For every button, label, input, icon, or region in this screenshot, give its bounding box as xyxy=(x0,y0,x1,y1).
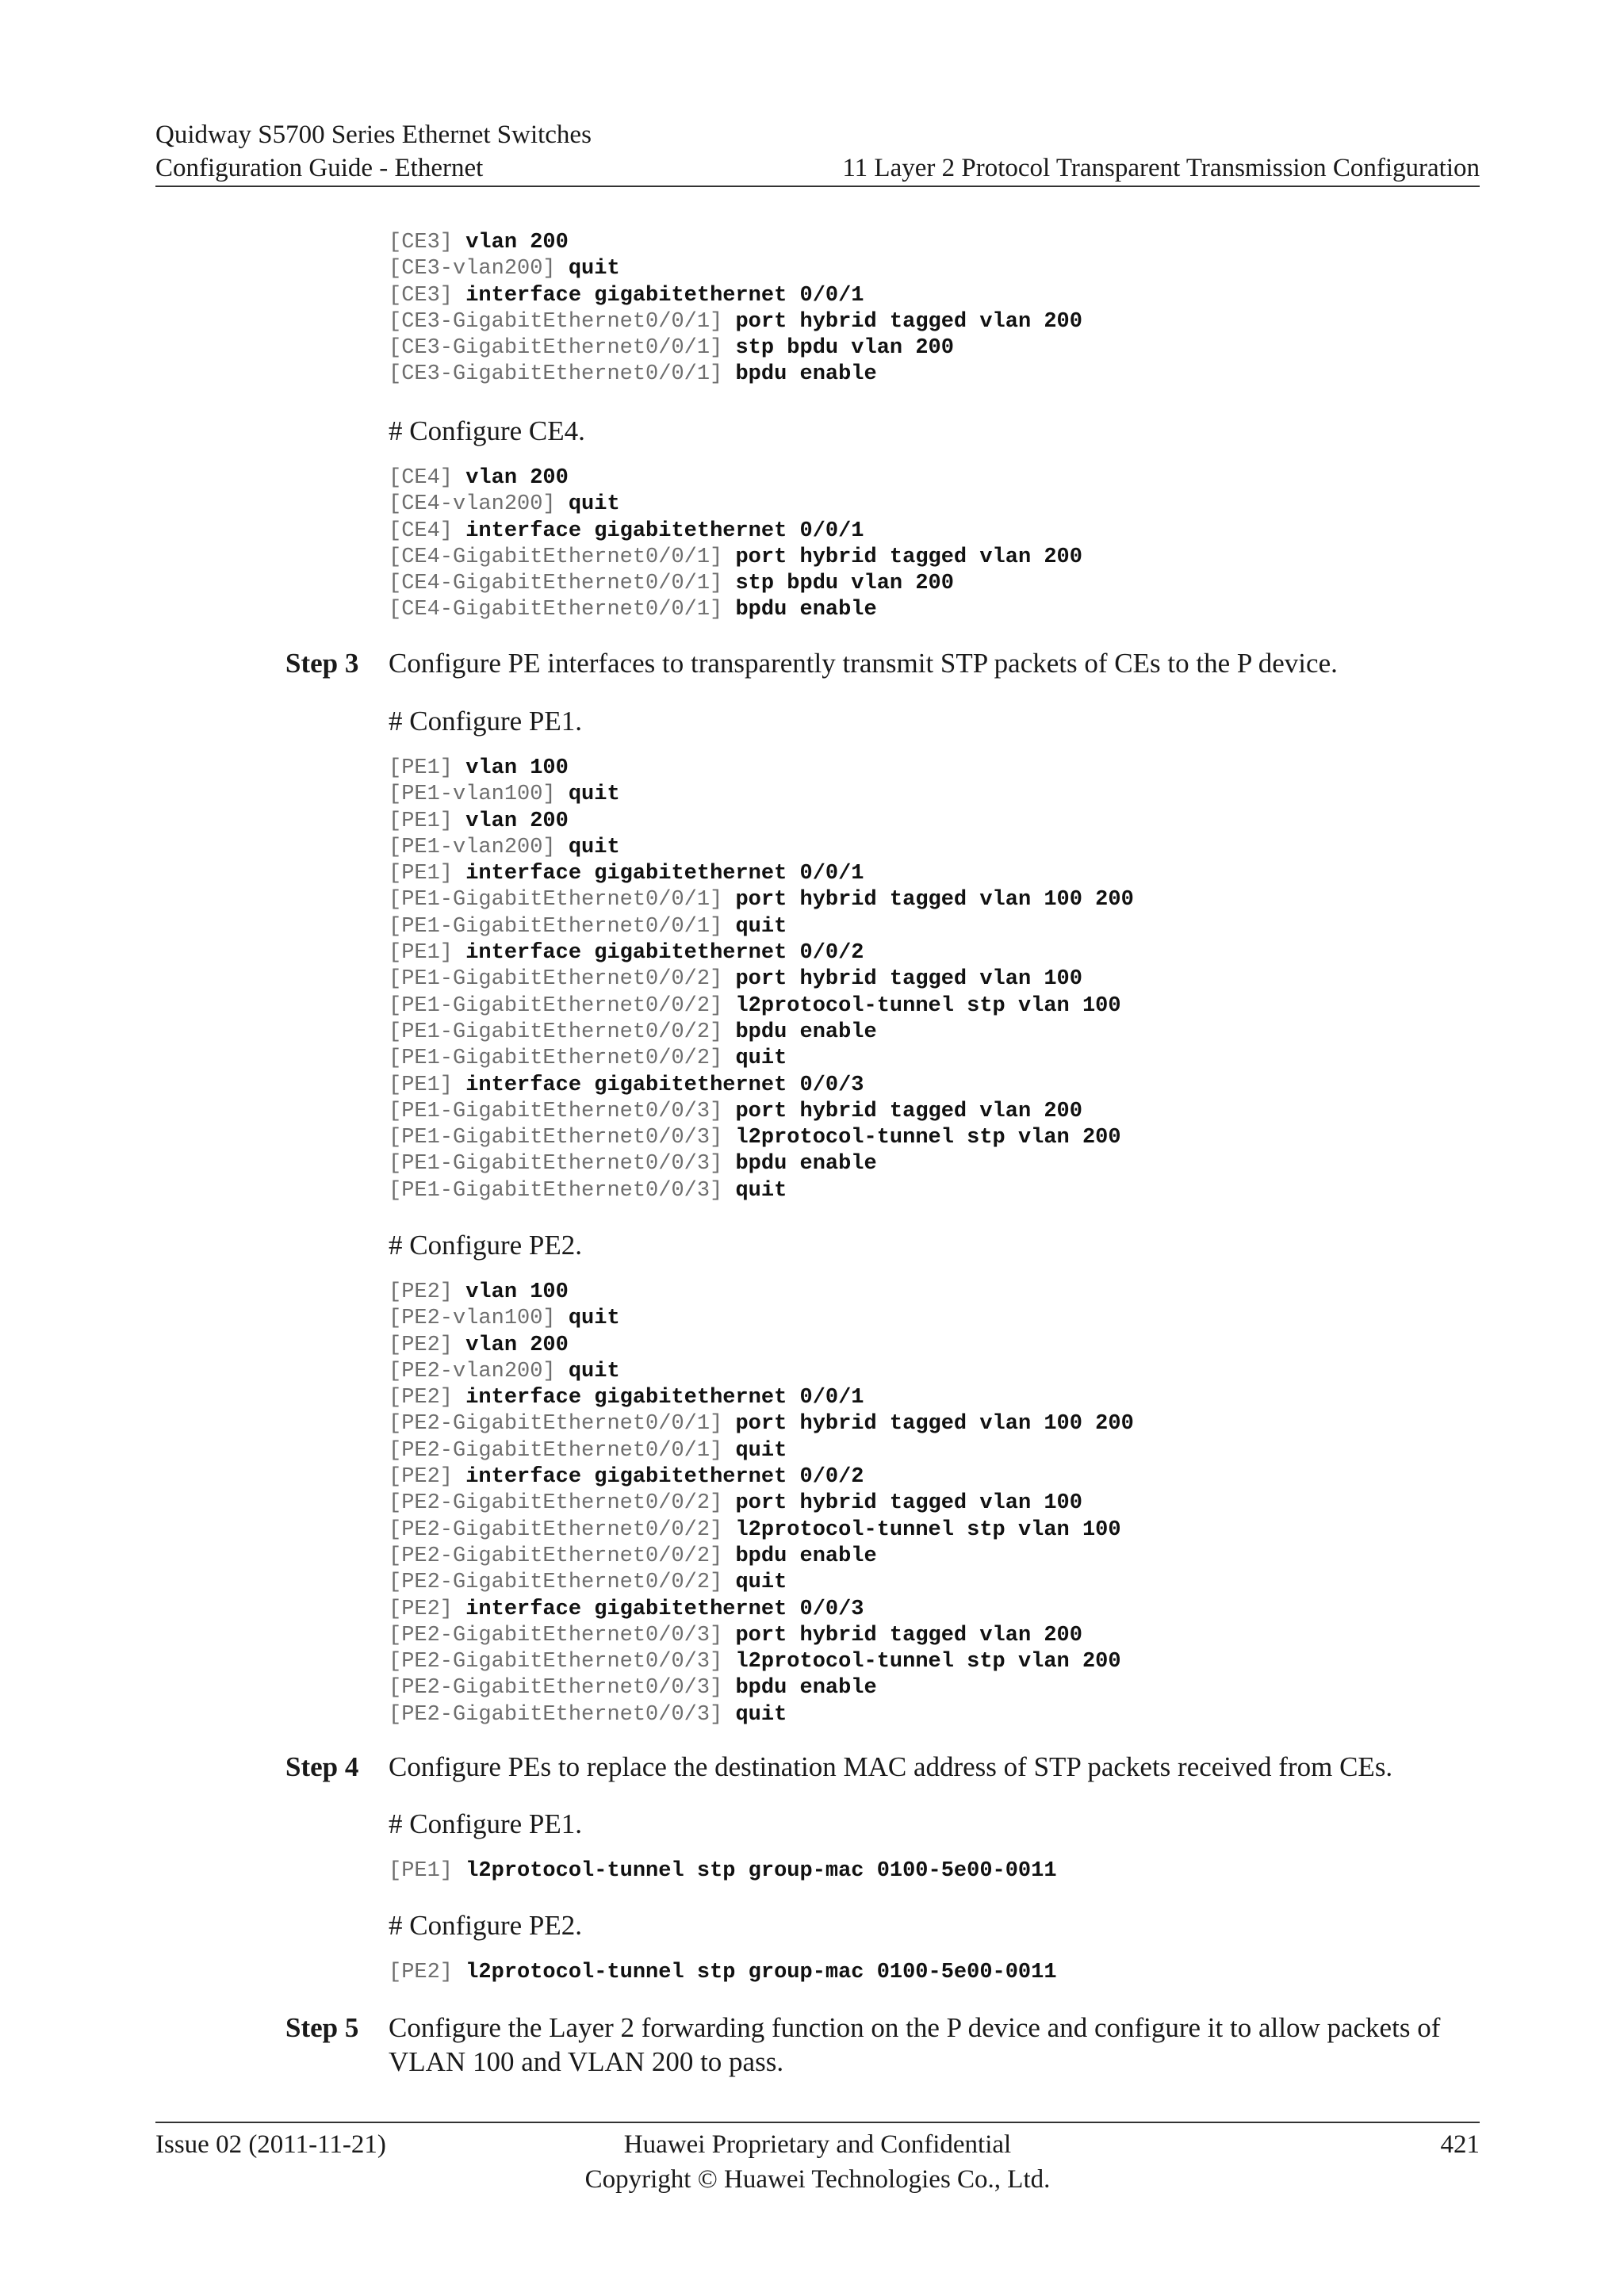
cli-prompt: [PE1-GigabitEthernet0/0/3] xyxy=(389,1178,736,1203)
code-line xyxy=(389,1385,1134,1411)
code-line xyxy=(389,835,1134,861)
configure-ce4-note: # Configure CE4. xyxy=(389,415,585,446)
step-5-text: Configure the Layer 2 forwarding function on the P device and configure it to allow packets of VLAN 100 and VLAN 200 to pass. xyxy=(389,2012,1441,2077)
code-line xyxy=(389,1073,1134,1099)
cli-prompt: [PE1] xyxy=(389,862,466,886)
cli-prompt: [PE2-vlan100] xyxy=(389,1307,569,1331)
code-line xyxy=(389,1333,1134,1359)
header-chapter-title: 11 Layer 2 Protocol Transparent Transmission Configuration xyxy=(842,154,1480,182)
cli-command: quit xyxy=(568,1307,620,1331)
page-header xyxy=(155,119,1480,187)
cli-prompt: [PE2] xyxy=(389,1280,466,1304)
cli-command: quit xyxy=(735,1438,787,1463)
cli-prompt: [CE4-GigabitEthernet0/0/1] xyxy=(389,545,736,569)
cli-command: l2protocol-tunnel stp vlan 200 xyxy=(735,1126,1121,1150)
page-footer xyxy=(155,2122,1480,2202)
pe1-group-mac-code xyxy=(389,1858,1057,1885)
code-line xyxy=(389,914,1134,940)
cli-command: port hybrid tagged vlan 100 xyxy=(735,967,1082,992)
cli-prompt: [PE2] xyxy=(389,1465,466,1490)
cli-prompt: [PE2] xyxy=(389,1333,466,1357)
cli-command: l2protocol-tunnel stp vlan 200 xyxy=(735,1650,1121,1674)
code-line xyxy=(389,309,1082,335)
cli-command: port hybrid tagged vlan 200 xyxy=(735,309,1082,334)
code-line xyxy=(389,492,1082,518)
cli-prompt: [PE2-GigabitEthernet0/0/1] xyxy=(389,1412,736,1437)
cli-command: bpdu enable xyxy=(735,1544,877,1568)
cli-command: interface gigabitethernet 0/0/1 xyxy=(465,862,864,886)
cli-command: interface gigabitethernet 0/0/1 xyxy=(465,283,864,308)
step-3-text: Configure PE interfaces to transparently transmit STP packets of CEs to the P device. xyxy=(389,648,1338,679)
cli-prompt: [PE1-GigabitEthernet0/0/3] xyxy=(389,1126,736,1150)
cli-prompt: [CE3-GigabitEthernet0/0/1] xyxy=(389,309,736,334)
code-line xyxy=(389,597,1082,623)
cli-command: l2protocol-tunnel stp vlan 100 xyxy=(735,1517,1121,1542)
cli-command: port hybrid tagged vlan 100 200 xyxy=(735,1412,1134,1437)
cli-command: port hybrid tagged vlan 100 xyxy=(735,1491,1082,1516)
code-line xyxy=(389,1020,1134,1046)
cli-command: l2protocol-tunnel stp group-mac 0100-5e00-0011 xyxy=(465,1961,1057,1984)
code-line xyxy=(389,230,1082,256)
configure-pe1-note: # Configure PE1. xyxy=(389,706,583,737)
code-line xyxy=(389,809,1134,835)
code-line xyxy=(389,362,1082,388)
footer-proprietary-notice: Huawei Proprietary and Confidential xyxy=(623,2130,1012,2159)
cli-prompt: [PE2] xyxy=(389,1961,466,1984)
pe2-code-block xyxy=(389,1280,1134,1728)
cli-command: port hybrid tagged vlan 200 xyxy=(735,1623,1082,1647)
cli-command: bpdu enable xyxy=(735,1020,877,1044)
cli-prompt: [CE4] xyxy=(389,466,466,490)
cli-prompt: [PE2-GigabitEthernet0/0/2] xyxy=(389,1571,736,1595)
cli-prompt: [PE1-vlan100] xyxy=(389,783,569,807)
code-line xyxy=(389,1046,1134,1072)
cli-prompt: [CE4] xyxy=(389,519,466,543)
code-line xyxy=(389,571,1082,597)
code-line xyxy=(389,966,1134,993)
code-line xyxy=(389,545,1082,571)
cli-prompt: [CE4-GigabitEthernet0/0/1] xyxy=(389,572,736,596)
cli-command: quit xyxy=(568,257,620,281)
code-line xyxy=(389,1151,1134,1177)
cli-command: interface gigabitethernet 0/0/3 xyxy=(465,1073,864,1097)
cli-command: interface gigabitethernet 0/0/2 xyxy=(465,1465,864,1490)
footer-copyright: Copyright © Huawei Technologies Co., Ltd. xyxy=(584,2165,1051,2194)
cli-command: quit xyxy=(568,492,620,517)
cli-prompt: [PE2-GigabitEthernet0/0/3] xyxy=(389,1650,736,1674)
code-line xyxy=(389,1178,1134,1204)
code-line xyxy=(389,1438,1134,1464)
cli-prompt: [CE4-GigabitEthernet0/0/1] xyxy=(389,598,736,622)
cli-prompt: [PE2] xyxy=(389,1386,466,1410)
header-product-name: Quidway S5700 Series Ethernet Switches xyxy=(155,121,592,149)
cli-prompt: [CE3-GigabitEthernet0/0/1] xyxy=(389,336,736,361)
code-line xyxy=(389,1306,1134,1332)
code-line xyxy=(389,1702,1134,1728)
cli-prompt: [PE1-vlan200] xyxy=(389,835,569,859)
code-line xyxy=(389,1490,1134,1517)
footer-page-number: 421 xyxy=(1440,2130,1480,2159)
cli-command: bpdu enable xyxy=(735,1152,877,1177)
step-4-label: Step 4 xyxy=(285,1751,359,1782)
code-line xyxy=(389,1544,1134,1570)
configure-pe2-mac-note: # Configure PE2. xyxy=(389,1910,583,1941)
code-line xyxy=(389,1570,1134,1596)
cli-command: interface gigabitethernet 0/0/2 xyxy=(465,941,864,966)
cli-command: vlan 100 xyxy=(465,1280,569,1304)
cli-prompt: [PE2-GigabitEthernet0/0/1] xyxy=(389,1438,736,1463)
code-line xyxy=(389,519,1082,545)
pe2-group-mac-code xyxy=(389,1960,1057,1986)
footer-issue: Issue 02 (2011-11-21) xyxy=(155,2130,386,2159)
cli-prompt: [PE2-GigabitEthernet0/0/3] xyxy=(389,1676,736,1701)
code-line xyxy=(389,465,1082,492)
cli-prompt: [PE1-GigabitEthernet0/0/2] xyxy=(389,1047,736,1071)
cli-prompt: [PE2-GigabitEthernet0/0/3] xyxy=(389,1623,736,1647)
cli-command: port hybrid tagged vlan 200 xyxy=(735,545,1082,569)
cli-prompt: [PE1-GigabitEthernet0/0/3] xyxy=(389,1152,736,1177)
code-line xyxy=(389,1623,1134,1649)
cli-prompt: [PE1] xyxy=(389,1073,466,1097)
code-line xyxy=(389,1411,1134,1437)
cli-command: bpdu enable xyxy=(735,1676,877,1701)
code-line xyxy=(389,283,1082,309)
code-line xyxy=(389,1280,1134,1306)
configure-pe1-mac-note: # Configure PE1. xyxy=(389,1808,583,1839)
cli-command: bpdu enable xyxy=(735,362,877,387)
cli-command: vlan 200 xyxy=(465,809,569,833)
cli-prompt: [PE1-GigabitEthernet0/0/1] xyxy=(389,914,736,939)
cli-prompt: [PE2-vlan200] xyxy=(389,1359,569,1383)
cli-command: interface gigabitethernet 0/0/3 xyxy=(465,1597,864,1621)
cli-command: l2protocol-tunnel stp vlan 100 xyxy=(735,993,1121,1018)
code-line xyxy=(389,1099,1134,1125)
cli-prompt: [PE2] xyxy=(389,1597,466,1621)
code-line xyxy=(389,1858,1057,1885)
code-line xyxy=(389,887,1134,913)
code-line xyxy=(389,1125,1134,1151)
cli-command: port hybrid tagged vlan 100 200 xyxy=(735,888,1134,913)
code-line xyxy=(389,940,1134,966)
cli-command: quit xyxy=(735,1047,787,1071)
cli-command: vlan 200 xyxy=(465,466,569,490)
cli-prompt: [CE3] xyxy=(389,231,466,254)
cli-prompt: [CE3] xyxy=(389,283,466,308)
cli-command: port hybrid tagged vlan 200 xyxy=(735,1099,1082,1123)
code-line xyxy=(389,1960,1057,1986)
step-5-label: Step 5 xyxy=(285,2012,359,2043)
cli-command: vlan 200 xyxy=(465,1333,569,1357)
configure-pe2-note: # Configure PE2. xyxy=(389,1230,583,1261)
cli-prompt: [PE2-GigabitEthernet0/0/2] xyxy=(389,1544,736,1568)
cli-command: quit xyxy=(568,1359,620,1383)
cli-command: quit xyxy=(568,783,620,807)
cli-prompt: [PE1] xyxy=(389,809,466,833)
header-guide-name: Configuration Guide - Ethernet xyxy=(155,154,484,182)
code-line xyxy=(389,256,1082,282)
cli-prompt: [CE4-vlan200] xyxy=(389,492,569,517)
code-line xyxy=(389,335,1082,362)
code-line xyxy=(389,1649,1134,1675)
code-line xyxy=(389,1675,1134,1701)
cli-prompt: [PE2-GigabitEthernet0/0/3] xyxy=(389,1702,736,1727)
cli-command: interface gigabitethernet 0/0/1 xyxy=(465,519,864,543)
cli-prompt: [PE1] xyxy=(389,1859,466,1883)
step-3-label: Step 3 xyxy=(285,648,359,679)
code-line xyxy=(389,993,1134,1020)
cli-prompt: [PE1-GigabitEthernet0/0/2] xyxy=(389,967,736,992)
cli-command: interface gigabitethernet 0/0/1 xyxy=(465,1386,864,1410)
cli-command: quit xyxy=(735,1571,787,1595)
cli-prompt: [PE2-GigabitEthernet0/0/2] xyxy=(389,1517,736,1542)
ce4-code-block xyxy=(389,465,1082,624)
cli-command: bpdu enable xyxy=(735,598,877,622)
code-line xyxy=(389,1464,1134,1490)
code-line xyxy=(389,1597,1134,1623)
cli-command: quit xyxy=(735,914,787,939)
cli-prompt: [PE1] xyxy=(389,756,466,780)
cli-command: stp bpdu vlan 200 xyxy=(735,336,954,361)
cli-command: quit xyxy=(735,1702,787,1727)
code-line xyxy=(389,756,1134,782)
cli-command: l2protocol-tunnel stp group-mac 0100-5e00-0011 xyxy=(465,1859,1057,1883)
cli-prompt: [PE1-GigabitEthernet0/0/2] xyxy=(389,993,736,1018)
cli-prompt: [PE1] xyxy=(389,941,466,966)
step-4-text: Configure PEs to replace the destination MAC address of STP packets received from CEs. xyxy=(389,1751,1393,1782)
code-line xyxy=(389,1359,1134,1385)
code-line xyxy=(389,782,1134,808)
cli-command: stp bpdu vlan 200 xyxy=(735,572,954,596)
cli-prompt: [PE2-GigabitEthernet0/0/2] xyxy=(389,1491,736,1516)
ce3-code-block xyxy=(389,230,1082,388)
cli-prompt: [PE1-GigabitEthernet0/0/2] xyxy=(389,1020,736,1044)
code-line xyxy=(389,861,1134,887)
cli-command: vlan 100 xyxy=(465,756,569,780)
cli-command: quit xyxy=(735,1178,787,1203)
pe1-code-block xyxy=(389,756,1134,1204)
cli-prompt: [CE3-GigabitEthernet0/0/1] xyxy=(389,362,736,387)
cli-prompt: [PE1-GigabitEthernet0/0/1] xyxy=(389,888,736,913)
cli-command: vlan 200 xyxy=(465,231,569,254)
cli-prompt: [CE3-vlan200] xyxy=(389,257,569,281)
code-line xyxy=(389,1517,1134,1544)
cli-prompt: [PE1-GigabitEthernet0/0/3] xyxy=(389,1099,736,1123)
cli-command: quit xyxy=(568,835,620,859)
